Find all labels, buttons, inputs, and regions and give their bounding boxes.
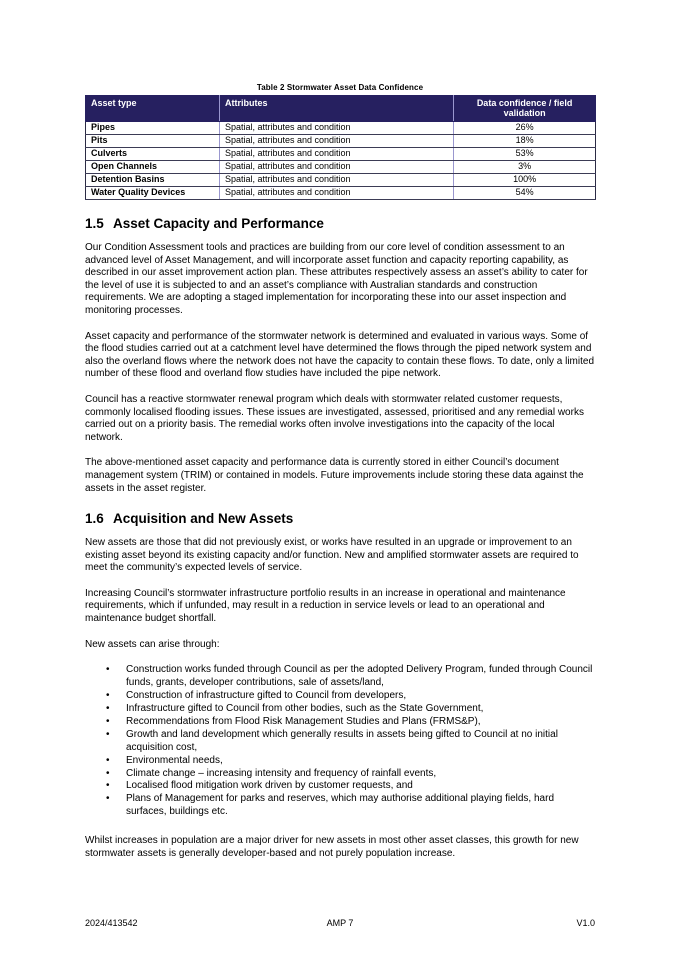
footer-version: V1.0 — [576, 918, 595, 928]
bullet-item: • Localised flood mitigation work driven by customer requests, and — [85, 780, 595, 793]
cell-confidence: 53% — [454, 148, 596, 161]
bullet-item: • Growth and land development which generally results in assets being gifted to Council at no initial acquisition cost, — [85, 729, 595, 755]
cell-confidence: 100% — [454, 174, 596, 187]
cell-confidence: 18% — [454, 135, 596, 148]
cell-attributes: Spatial, attributes and condition — [219, 135, 453, 148]
section-title: Asset Capacity and Performance — [113, 216, 324, 231]
paragraph: Our Condition Assessment tools and practices are building from our core level of condition assessment to an advanced level of Asset Management, and will incorporate asset function and capacity reporting capability, as described in our asset improvement action plan. These attributes respectively assess an asset’s ability to cater for the level of use it is subjected to and an asset’s compliance with Australian standards and construction requirements. We are adopting a staged implementation for incorporating these into our asset inspection and monitoring processes. — [85, 242, 588, 316]
new-assets-bullet-list — [85, 664, 595, 819]
paragraph: The above-mentioned asset capacity and performance data is currently stored in either Council’s document management system (TRIM) or contained in models. Future improvements include storing these data against the assets in the asset register. — [85, 457, 584, 494]
asset-data-confidence-table — [85, 95, 596, 200]
section-heading-1-6 — [85, 511, 595, 527]
cell-attributes: Spatial, attributes and condition — [219, 174, 453, 187]
paragraph: Increasing Council’s stormwater infrastructure portfolio results in an increase in operational and maintenance requirements, which if unfunded, may result in a reduction in service levels or lead to an operational and maintenance budget shortfall. — [85, 587, 566, 625]
closing-paragraph: Whilst increases in population are a major driver for new assets in most other asset classes, this growth for new stormwater assets is generally developer-based and not purely population increase. — [85, 835, 579, 859]
paragraph: Asset capacity and performance of the stormwater network is determined and evaluated in various ways. Some of the flood studies carried out at a catchment level have determined the flows through the piped network system and also the overland flows where the network does not have the capacity to contain these flows. To date, only a limited number of these flood and overland flow studies have included the pipe network. — [85, 330, 594, 380]
cell-attributes: Spatial, attributes and condition — [219, 148, 453, 161]
bullet-item: • Climate change – increasing intensity and frequency of rainfall events, — [85, 768, 595, 781]
section-number: 1.5 — [85, 216, 104, 231]
footer-document-number: 2024/413542 — [85, 918, 138, 928]
cell-asset-type: Open Channels — [86, 161, 220, 174]
cell-attributes: Spatial, attributes and condition — [219, 122, 453, 135]
table-row — [86, 148, 596, 161]
table-header-asset-type: Asset type — [86, 96, 220, 122]
bullet-item: • Infrastructure gifted to Council from other bodies, such as the State Government, — [85, 703, 595, 716]
table-caption: Table 2 Stormwater Asset Data Confidence — [256, 83, 424, 92]
table-body — [86, 122, 596, 200]
paragraph: Council has a reactive stormwater renewal program which deals with stormwater related customer requests, commonly localised flooding issues. These issues are investigated, assessed, prioritised and any remedial works carried out on a priority basis. The remedial works often involve investigations into the capacity of the local network. — [85, 393, 584, 443]
bullet-item: • Recommendations from Flood Risk Management Studies and Plans (FRMS&P), — [85, 716, 595, 729]
table-header-attributes: Attributes — [219, 96, 453, 122]
cell-confidence: 26% — [454, 122, 596, 135]
footer-page-label: AMP 7 — [326, 918, 354, 928]
table-header-row — [86, 96, 596, 122]
bullet-item: • Plans of Management for parks and reserves, which may authorise additional playing fields, hard surfaces, buildings etc. — [85, 793, 595, 819]
table-head — [86, 96, 596, 122]
page-footer — [85, 918, 595, 928]
cell-asset-type: Pipes — [86, 122, 220, 135]
cell-asset-type: Detention Basins — [86, 174, 220, 187]
table-row — [86, 174, 596, 187]
bullet-item: • Environmental needs, — [85, 755, 595, 768]
cell-confidence: 54% — [454, 187, 596, 200]
cell-asset-type: Water Quality Devices — [86, 187, 220, 200]
table-row — [86, 122, 596, 135]
paragraph: New assets are those that did not previously exist, or works have resulted in an upgrade or improvement to an existing asset beyond its existing capacity and/or function. New and amplified stormwater assets are required to meet the community’s expected levels of service. — [85, 537, 579, 574]
section-heading-1-5 — [85, 216, 595, 232]
bullet-item: • Construction of infrastructure gifted to Council from developers, — [85, 690, 595, 703]
section-title: Acquisition and New Assets — [113, 511, 294, 527]
bullet-item: • Construction works funded through Council as per the adopted Delivery Program, funded through Council funds, grants, developer contributions, sale of assets/land, — [85, 664, 595, 690]
section-number: 1.6 — [85, 511, 104, 527]
table-row — [86, 135, 596, 148]
paragraph: New assets can arise through: — [85, 638, 220, 650]
cell-attributes: Spatial, attributes and condition — [219, 187, 453, 200]
cell-attributes: Spatial, attributes and condition — [219, 161, 453, 174]
cell-asset-type: Pits — [86, 135, 220, 148]
table-header-confidence: Data confidence / field validation — [454, 96, 596, 122]
cell-asset-type: Culverts — [86, 148, 220, 161]
cell-confidence: 3% — [454, 161, 596, 174]
table-row — [86, 187, 596, 200]
table-row — [86, 161, 596, 174]
